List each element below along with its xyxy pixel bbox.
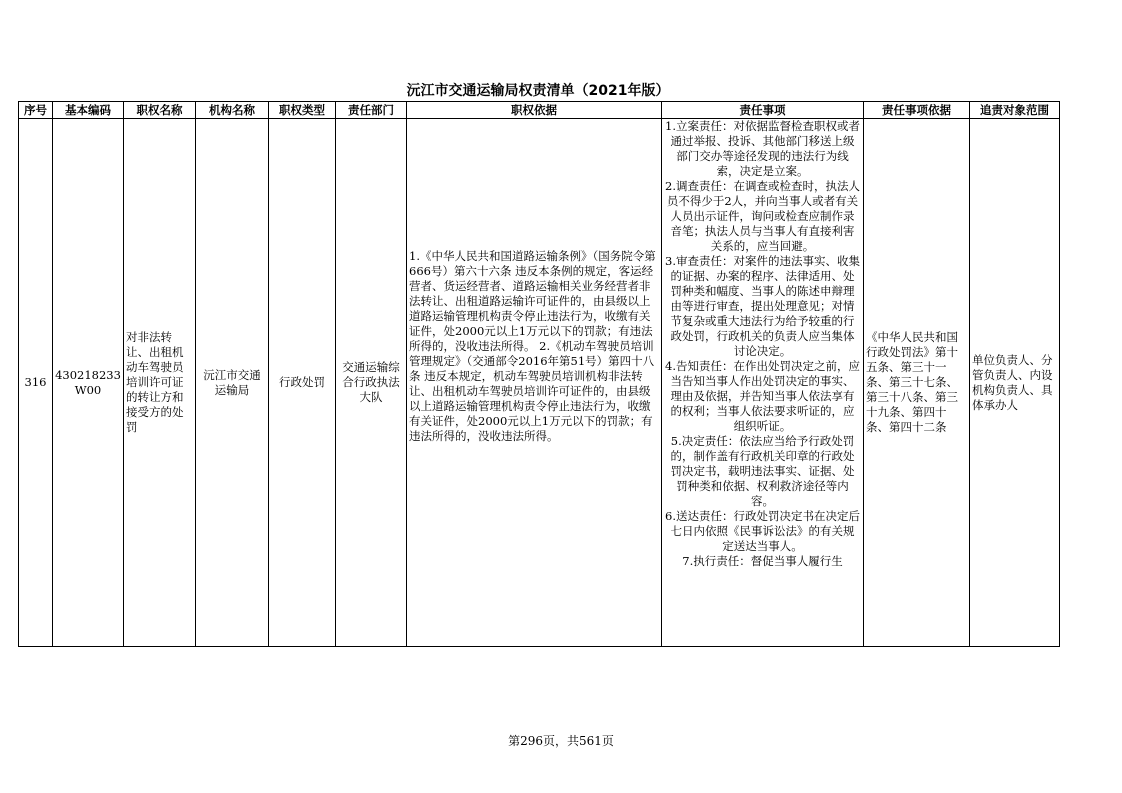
header-seq: 序号 [19,102,53,119]
page-footer: 第296页，共561页 [508,734,614,748]
cell-resp-basis: 《中华人民共和国行政处罚法》第十五条、第三十一条、第三十七条、第三十八条、第三十九条、第四十条、第四十二条 [864,119,970,647]
header-power-type: 职权类型 [269,102,336,119]
header-code: 基本编码 [53,102,124,119]
cell-power-name: 对非法转让、出租机动车驾驶员培训许可证的转让方和接受方的处罚 [124,119,196,647]
header-accountability: 追责对象范围 [970,102,1060,119]
cell-responsibilities [662,119,864,647]
page-title: 沅江市交通运输局权责清单（2021年版） [406,83,670,99]
table-header-row [19,102,1060,119]
header-dept: 责任部门 [336,102,407,119]
header-responsibilities: 责任事项 [662,102,864,119]
responsibility-item: 5.决定责任：依法应当给予行政处罚的，制作盖有行政机关印章的行政处罚决定书，载明违法事实、证据、处罚种类和依据、权利救济途径等内容。 [670,434,855,508]
responsibility-item: 7.执行责任：督促当事人履行生 [682,554,843,568]
cell-code: 430218233W00 [53,119,124,647]
cell-org-name: 沅江市交通运输局 [196,119,269,647]
responsibility-item: 2.调查责任：在调查或检查时，执法人员不得少于2人，并向当事人或者有关人员出示证件，询问或检查应制作录音笔；执法人员与当事人有直接利害关系的，应当回避。 [665,179,860,253]
responsibility-item: 6.送达责任：行政处罚决定书在决定后七日内依照《民事诉讼法》的有关规定送达当事人。 [665,509,860,553]
cell-power-type: 行政处罚 [269,119,336,647]
cell-dept: 交通运输综合行政执法大队 [336,119,407,647]
header-power-name: 职权名称 [124,102,196,119]
responsibility-item: 1.立案责任：对依据监督检查职权或者通过举报、投诉、其他部门移送上级部门交办等途径发现的违法行为线索，决定是立案。 [665,119,860,178]
header-resp-basis: 责任事项依据 [864,102,970,119]
cell-basis: 1.《中华人民共和国道路运输条例》（国务院令第666号）第六十六条 违反本条例的规定，客运经营者、货运经营者、道路运输相关业务经营者非法转让、出租道路运输许可证件的，由县级以上道路运输管理机构责令停止违法行为，收缴有关证件，处2000元以上1万元以下的罚款；有违法所得的，没收违法所得。 2.《机动车驾驶员培训管理规定》（交通部令2016年第51号）第四十八条 违反本规定，机动车驾驶员培训机构非法转让、出租机动车驾驶员培训许可证件的，由县级以上道路运输管理机构责令停止违法行为，收缴有关证件，处2000元以上1万元以下的罚款；有违法所得的，没收违法所得。 [407,119,662,647]
header-org-name: 机构名称 [196,102,269,119]
header-basis: 职权依据 [407,102,662,119]
responsibility-item: 4.告知责任：在作出处罚决定之前，应当告知当事人作出处罚决定的事实、理由及依据，并告知当事人依法享有的权利；当事人依法要求听证的，应组织听证。 [665,359,860,433]
cell-seq: 316 [19,119,53,647]
responsibility-item: 3.审查责任：对案件的违法事实、收集的证据、办案的程序、法律适用、处罚种类和幅度、当事人的陈述申辩理由等进行审查，提出处理意见；对情节复杂或重大违法行为给予较重的行政处罚，行政机关的负责人应当集体讨论决定。 [665,254,860,358]
table-row [19,119,1060,647]
cell-accountability: 单位负责人、分管负责人、内设机构负责人、具体承办人 [970,119,1060,647]
power-list-table [18,101,1060,647]
